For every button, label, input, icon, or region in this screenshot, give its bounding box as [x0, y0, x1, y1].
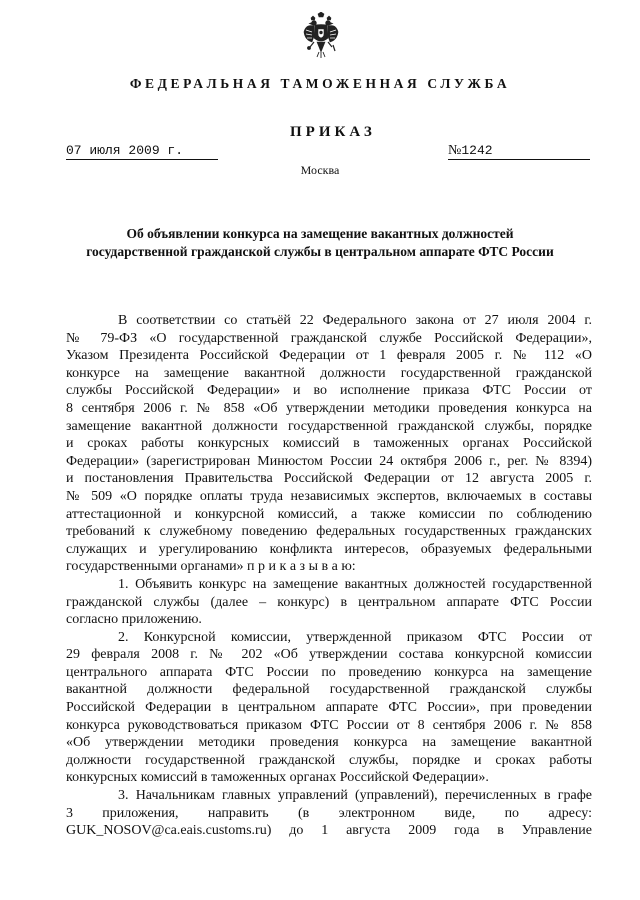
- body-line: служащих и урегулированию конфликта интересов, образуемых федеральными: [66, 541, 592, 557]
- body-line: конкурса руководствоваться приказом ФТС России от 8 сентября 2006 г. № 858: [66, 717, 592, 733]
- body-line: и сроках работы конкурсных комиссий в таможенных органах Российской: [66, 436, 592, 452]
- body-line: 29 февраля 2008 г. № 202 «Об утверждении состава конкурсной комиссии: [66, 647, 592, 663]
- body-line: № 79-ФЗ «О государственной гражданской службе Российской Федерации»,: [66, 330, 592, 346]
- body-line: 3 приложения, направить (в электронном виде, по адресу:: [66, 805, 592, 821]
- body-line: GUK_NOSOV@ca.eais.customs.ru) до 1 августа 2009 года в Управление: [66, 823, 592, 839]
- order-number-prefix: №: [448, 143, 462, 158]
- body-line: 8 сентября 2006 г. № 858 «Об утверждении методики проведения конкурса на: [66, 400, 592, 416]
- body-line: центрального аппарата ФТС России по проведению конкурса на замещение: [66, 664, 592, 680]
- body-line: 3. Начальникам главных управлений (управлений), перечисленных в графе: [118, 788, 592, 804]
- body-line: 1. Объявить конкурс на замещение вакантных должностей государственной: [118, 576, 592, 592]
- body-line: и постановления Правительства Российской Федерации от 12 августа 2005 г.: [66, 471, 592, 487]
- body-line: гражданской службы (далее – конкурс) в центральном аппарате ФТС России: [66, 594, 592, 610]
- body-line: Российской Федерации в центральном аппарате ФТС России», при проведении: [66, 700, 592, 716]
- order-title: [40, 225, 600, 261]
- body-line: № 509 «О порядке оплаты труда независимых экспертов, включаемых в составы: [66, 488, 592, 504]
- agency-name: ФЕДЕРАЛЬНАЯ ТАМОЖЕННАЯ СЛУЖБА: [129, 76, 511, 91]
- double-headed-eagle-emblem-icon: [303, 12, 339, 60]
- body-line: конкурсных комиссий в таможенных органах Российской Федерации».: [66, 770, 489, 786]
- order-date-value: 07 июля 2009 г.: [66, 143, 184, 158]
- body-line: замещение вакантной должности государственной гражданской службы, порядке: [66, 418, 592, 434]
- body-line: В соответствии со статьёй 22 Федерального закона от 27 июля 2004 г.: [118, 313, 592, 328]
- body-line: 2. Конкурсной комиссии, утвержденной приказом ФТС России от: [118, 629, 592, 645]
- body-line: конкурсе на замещение вакантной должности государственной гражданской: [66, 365, 592, 381]
- body-line: Федерации» (зарегистрирован Минюстом России 24 октября 2006 г., рег. № 8394): [66, 453, 592, 469]
- body-line: требований к служебному поведению федеральных государственных гражданских: [66, 524, 592, 540]
- body-line: аттестационной и конкурсной комиссий, а также комиссии по соблюдению: [66, 506, 592, 522]
- order-date: [66, 143, 218, 160]
- order-number-value: 1242: [461, 143, 493, 158]
- body-line: должности государственной гражданской службы, порядке и сроках работы: [66, 752, 592, 768]
- body-line: службы Российской Федерации» и во исполнение приказа ФТС России от: [66, 383, 592, 399]
- order-city: Москва: [300, 163, 340, 177]
- body-line: «Об утверждении методики проведения конкурса на замещение вакантной: [66, 735, 592, 751]
- body-line: государственными органами» п р и к а з ы в а ю:: [66, 559, 356, 575]
- body-line: Указом Президента Российской Федерации от 1 февраля 2005 г. № 112 «О: [66, 348, 592, 364]
- order-number: [448, 143, 590, 160]
- body-line: вакантной должности федеральной государственной гражданской службы: [66, 682, 592, 698]
- order-body: [66, 312, 592, 840]
- order-title-line-2: государственной гражданской службы в центральном аппарате ФТС России: [86, 244, 554, 259]
- body-line: согласно приложению.: [66, 612, 202, 628]
- document-type: ПРИКАЗ: [290, 124, 376, 140]
- order-title-line-1: Об объявлении конкурса на замещение вакантных должностей: [126, 226, 514, 241]
